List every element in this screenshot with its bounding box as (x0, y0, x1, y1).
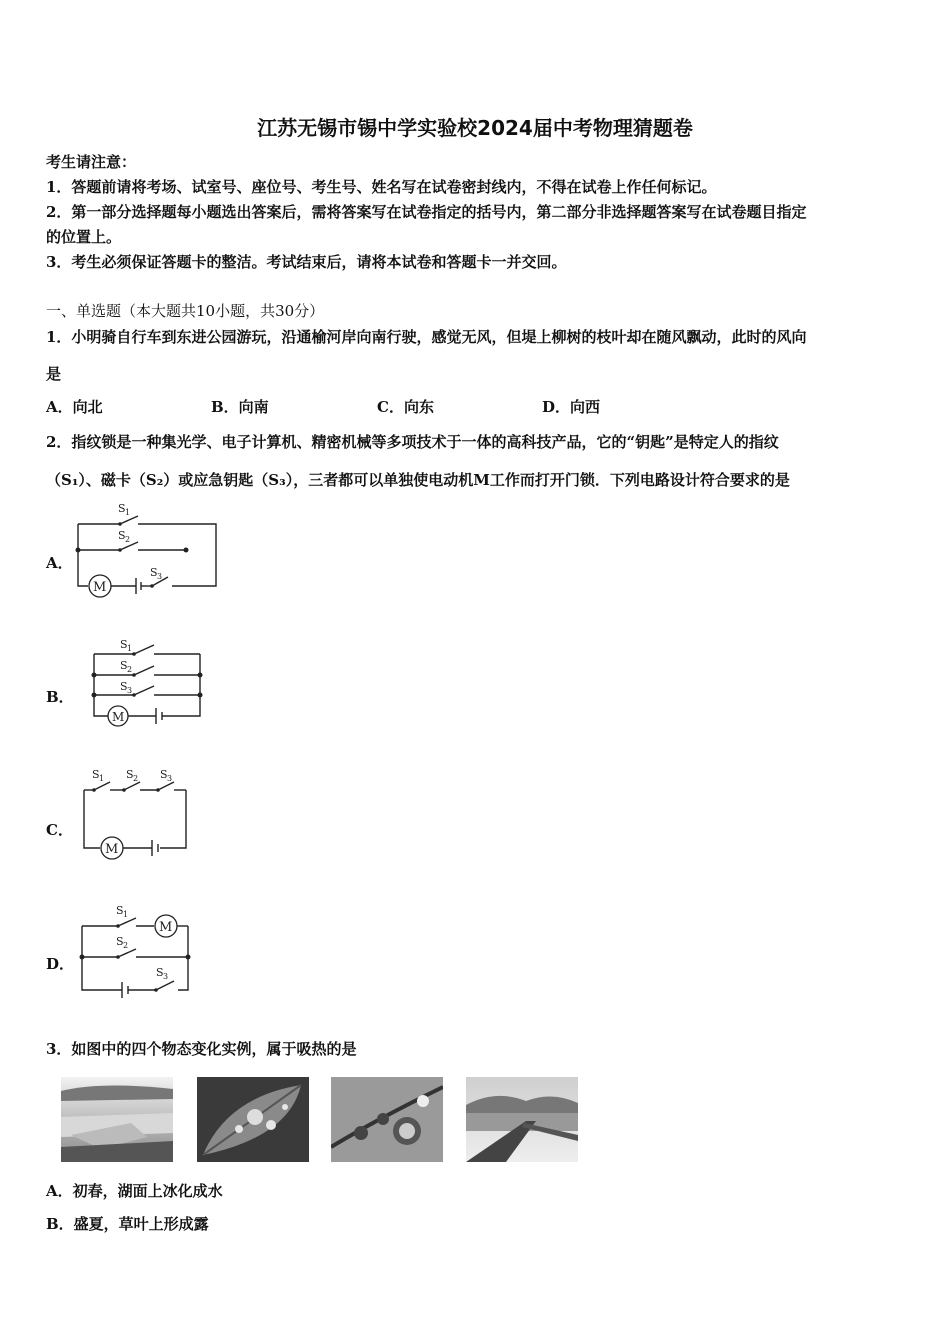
svg-text:S: S (156, 966, 164, 979)
q1-stem-cont: 是 (46, 365, 62, 383)
q2-option-d: D． (46, 955, 75, 973)
notice-heading: 考生请注意： (46, 153, 137, 171)
q1-option-d: D．向西 (542, 398, 601, 416)
q2-option-a: A． (46, 554, 73, 572)
svg-text:1: 1 (123, 910, 129, 919)
svg-text:S: S (116, 904, 124, 917)
notice-item-2-cont: 的位置上。 (46, 228, 122, 246)
svg-text:M: M (159, 920, 173, 935)
photo-melting-ice (61, 1077, 173, 1162)
circuit-diagram-b (74, 632, 208, 728)
q2-option-c: C． (46, 821, 73, 839)
photo-lake-fog (466, 1077, 578, 1162)
svg-text:2: 2 (133, 774, 139, 783)
svg-text:S: S (92, 768, 100, 781)
circuit-diagram-d (74, 900, 198, 1000)
q3-option-a: A．初春，湖面上冰化成水 (46, 1182, 223, 1200)
svg-text:S: S (126, 768, 134, 781)
svg-text:2: 2 (123, 941, 129, 950)
q1-option-b: B．向南 (211, 398, 269, 416)
notice-item-1: 1．答题前请将考场、试室号、座位号、考生号、姓名写在试卷密封线内，不得在试卷上作任何标记。 (46, 178, 717, 196)
svg-text:3: 3 (157, 572, 163, 581)
notice-item-3: 3．考生必须保证答题卡的整洁。考试结束后，请将本试卷和答题卡一并交回。 (46, 253, 567, 271)
svg-text:S: S (150, 566, 158, 579)
photo-frost-on-branch (331, 1077, 443, 1162)
svg-text:3: 3 (163, 972, 169, 981)
q2-stem: 2．指纹锁是一种集光学、电子计算机、精密机械等多项技术于一体的高科技产品，它的“钥匙”是特定人的指纹 (46, 433, 779, 451)
circuit-diagram-a (74, 500, 222, 602)
circuit-diagram-c (74, 762, 194, 862)
q3-stem: 3．如图中的四个物态变化实例，属于吸热的是 (46, 1040, 357, 1058)
svg-text:1: 1 (127, 644, 133, 653)
q1-stem: 1．小明骑自行车到东进公园游玩，沿通榆河岸向南行驶，感觉无风，但堤上柳树的枝叶却在随风飘动，此时的风向 (46, 328, 807, 346)
svg-text:1: 1 (125, 508, 131, 517)
svg-text:S: S (160, 768, 168, 781)
section-heading: 一、单选题（本大题共10小题，共30分） (46, 302, 325, 320)
svg-text:S: S (118, 502, 126, 515)
svg-text:S: S (120, 680, 128, 693)
page-title: 江苏无锡市锡中学实验校2024届中考物理猜题卷 (257, 116, 693, 140)
q1-option-c: C．向东 (377, 398, 434, 416)
photo-dew-on-leaf (197, 1077, 309, 1162)
motor-label: M (93, 580, 107, 595)
svg-text:S: S (118, 529, 126, 542)
svg-text:S: S (116, 935, 124, 948)
svg-text:S: S (120, 638, 128, 651)
notice-item-2: 2．第一部分选择题每小题选出答案后，需将答案写在试卷指定的括号内，第二部分非选择题答案写在试卷题目指定 (46, 203, 807, 221)
svg-text:M: M (105, 842, 119, 857)
q1-option-a: A．向北 (46, 398, 103, 416)
svg-text:2: 2 (125, 535, 131, 544)
svg-text:3: 3 (127, 686, 133, 695)
q3-option-b: B．盛夏，草叶上形成露 (46, 1215, 209, 1233)
svg-text:M: M (112, 710, 125, 724)
svg-text:S: S (120, 659, 128, 672)
svg-text:2: 2 (127, 665, 133, 674)
q2-option-b: B． (46, 688, 74, 706)
svg-text:1: 1 (99, 774, 105, 783)
svg-text:3: 3 (167, 774, 173, 783)
q2-stem-cont: （S₁）、磁卡（S₂）或应急钥匙（S₃），三者都可以单独使电动机M工作而打开门锁．下列电路设计符合要求的是 (46, 471, 790, 489)
